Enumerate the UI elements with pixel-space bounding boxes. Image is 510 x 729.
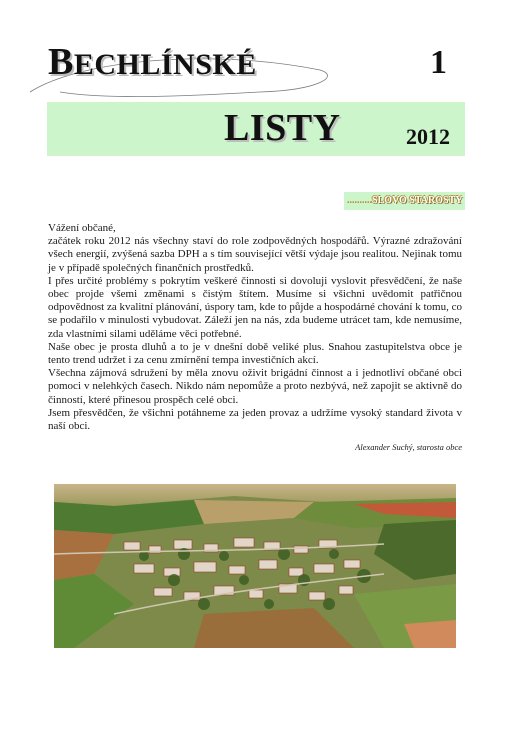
letter-paragraph: Naše obec je prosta dluhů a to je v dnešní době veliké plus. Snahou zastupitelstva obce je tento trend udržet i za cenu zmírnění tempa investičních akcí. <box>48 340 462 367</box>
issue-number: 1 <box>430 44 447 81</box>
mayor-letter <box>48 222 462 433</box>
village-aerial-photo <box>54 484 456 648</box>
letter-signature: Alexander Suchý, starosta obce <box>355 442 462 452</box>
masthead-title-line2: LISTY <box>224 107 341 149</box>
letter-paragraph: I přes určité problémy s pokrytím veškeré činnosti si dovoluji vyslovit přesvědčení, že naše obec projde všemi změnami s čistým štítem. Musíme si všichni uvědomit patřičnou odpovědnost za kvalitní plánování, úspory tam, kde to půjde a hospodárné chování k tomu, co se podařilo v minulosti vybudovat. Záleží jen na nás, zda budeme utrácet tam, kde nemusíme, zda vlastními silami uděláme věci potřebné. <box>48 274 462 340</box>
letter-salutation: Vážení občané, <box>48 222 116 234</box>
masthead-title-line1: BECHLÍNSKÉ <box>48 41 257 83</box>
aerial-photo-illustration <box>54 484 456 648</box>
section-tag-dots: .......... <box>347 195 372 206</box>
letter-paragraph: začátek roku 2012 nás všechny staví do role zodpovědných hospodářů. Výrazné zdražování všech energií, zvýšená sazba DPH a s tím související větší výdaje jsou realitou. Nejinak tomu je v případě společných finančních prostředků. <box>48 235 462 274</box>
letter-paragraph: Všechna zájmová sdružení by měla znovu oživit brigádní činnost a i jednotliví občané obci pomoci v nelehkých časech. Nikdo nám nepomůže a proto nezbývá, než zapojit se aktivně do činností, které přinesou prospěch celé obci. <box>48 367 462 406</box>
section-tag <box>344 192 465 210</box>
letter-paragraph: Jsem přesvědčen, že všichni potáhneme za jeden provaz a udržíme vysoký standard života v naší obci. <box>48 406 462 433</box>
section-tag-label: SLOVO STAROSTY <box>372 195 463 206</box>
issue-year: 2012 <box>406 124 450 149</box>
masthead <box>0 0 510 170</box>
